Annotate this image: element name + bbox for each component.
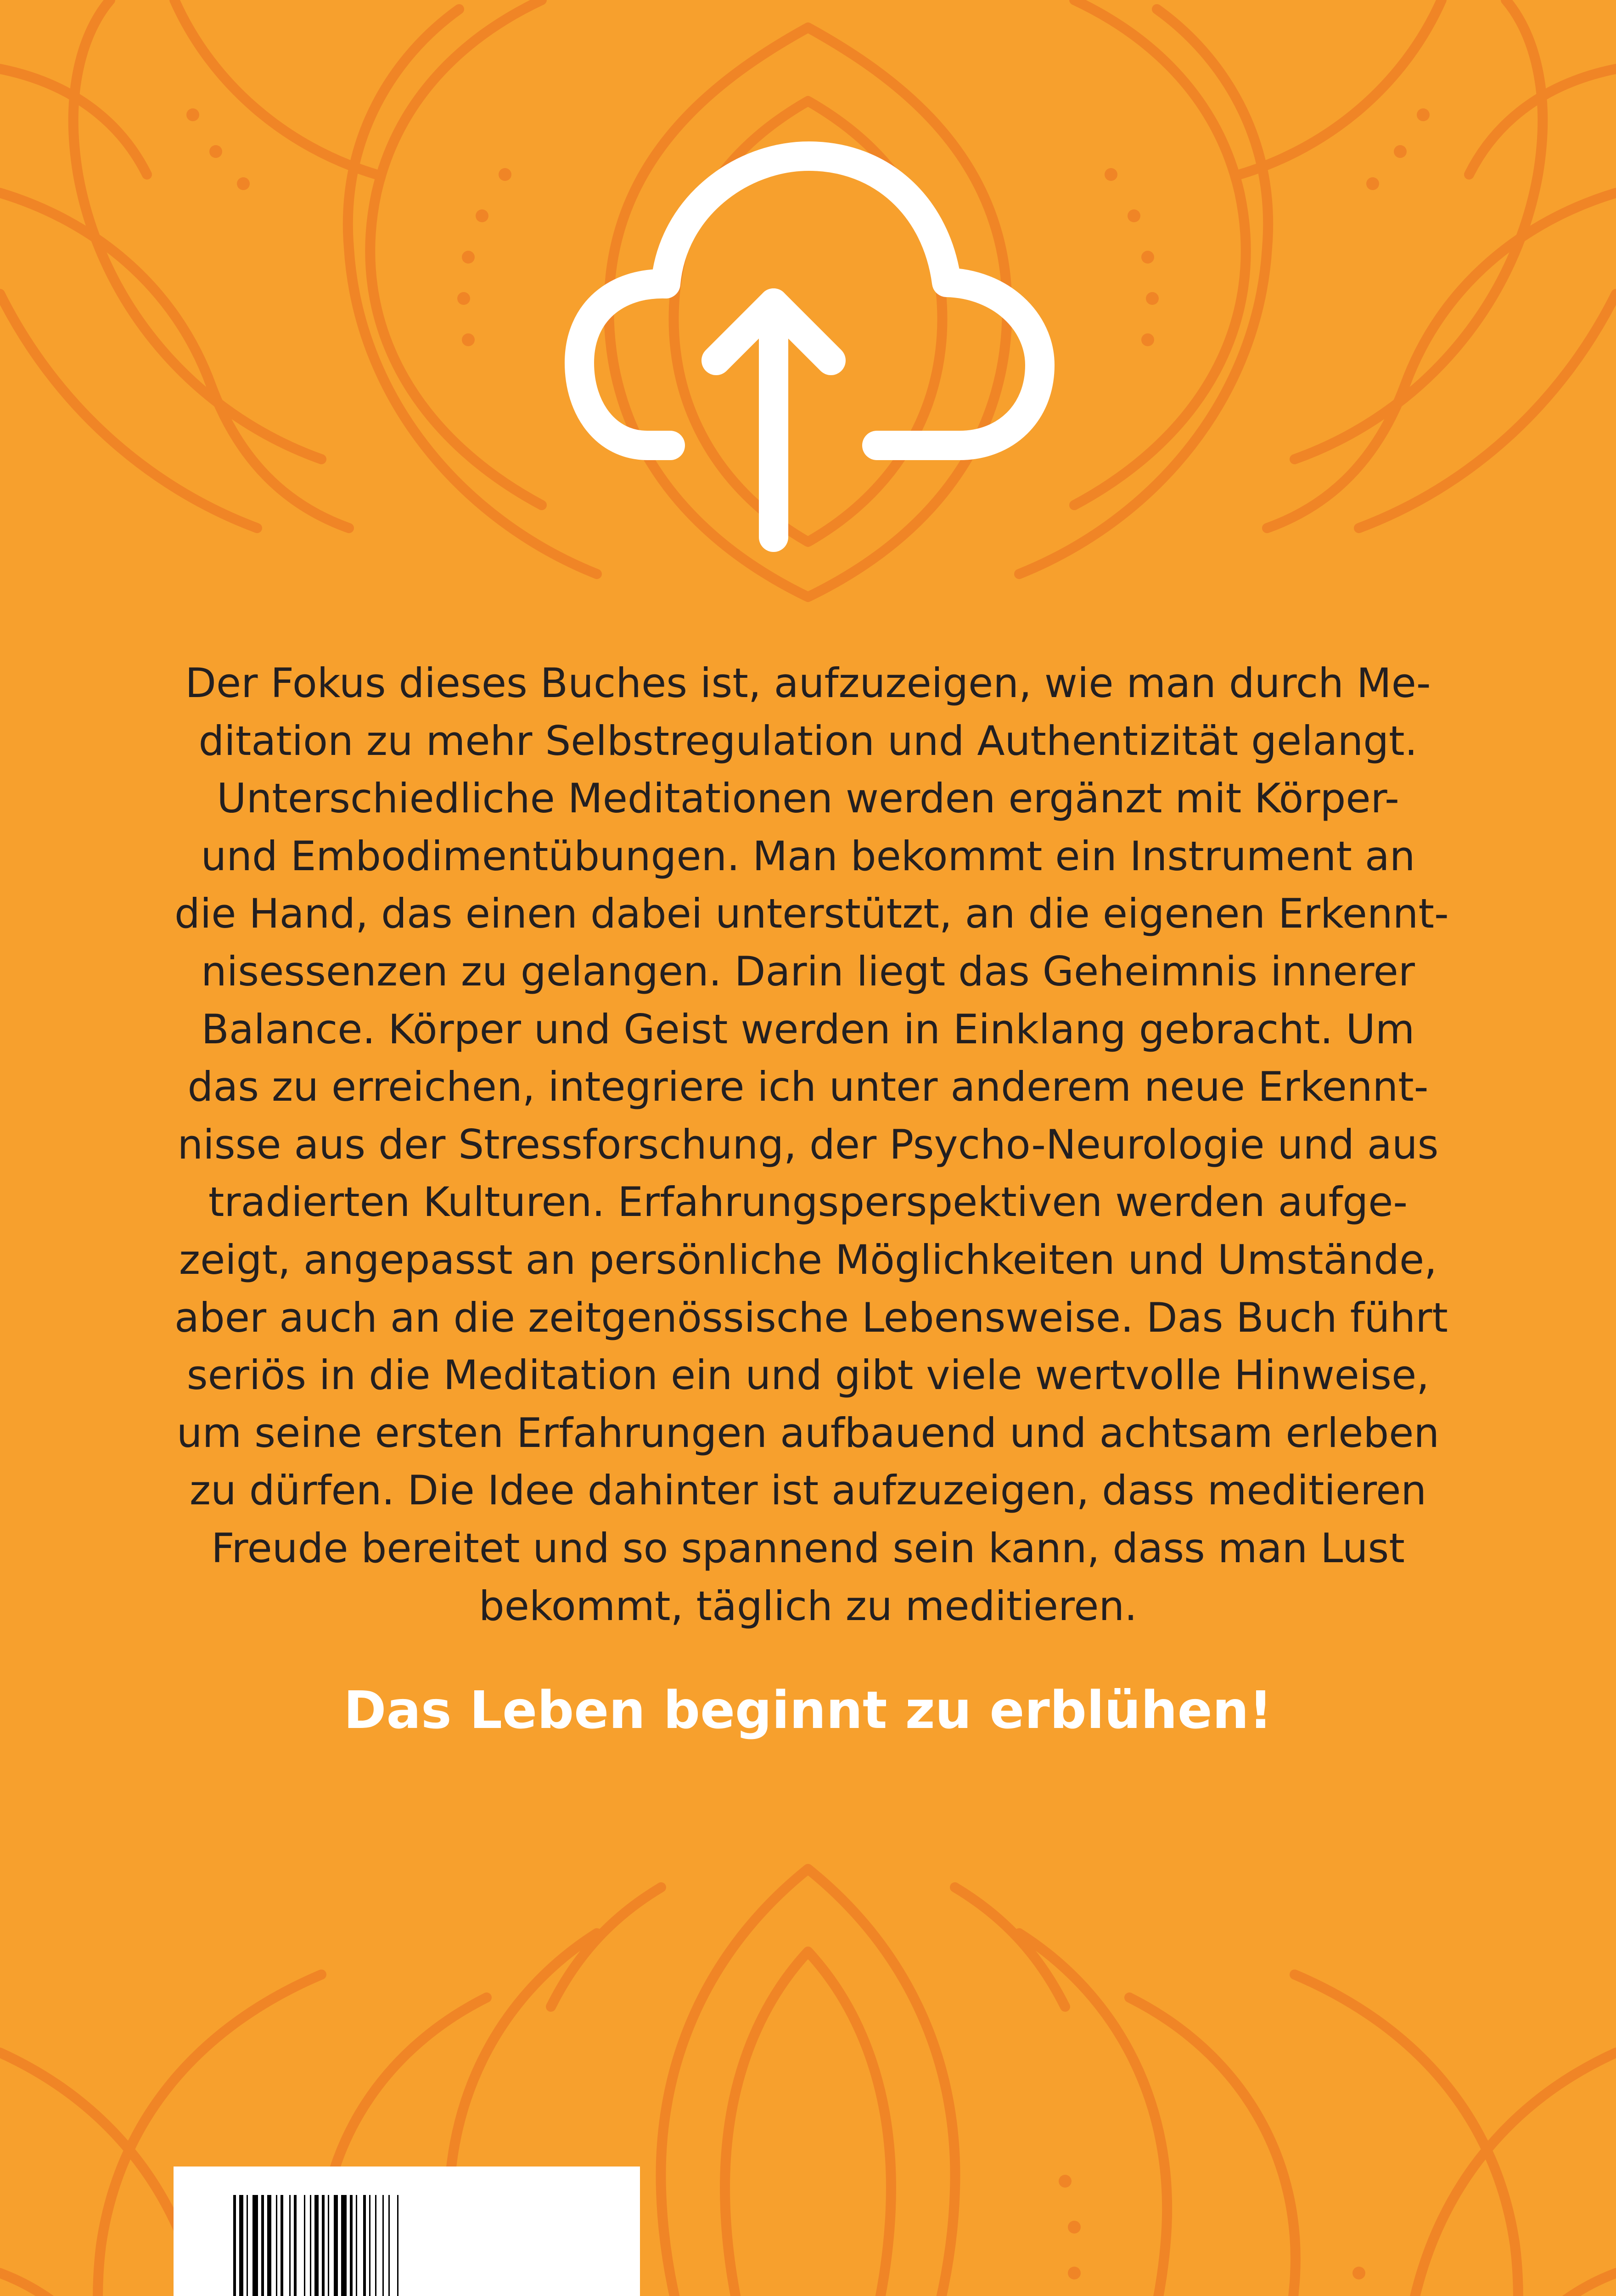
blurb-line: Balance. Körper und Geist werden in Einklang gebracht. Um: [201, 1005, 1415, 1053]
blurb-line: zeigt, angepasst an persönliche Möglichkeiten und Umstände,: [179, 1236, 1437, 1283]
barcode-bar: [261, 2195, 264, 2296]
barcode-bar: [388, 2195, 390, 2296]
blurb-line: ditation zu mehr Selbstregulation und Authentizität gelangt.: [198, 717, 1418, 765]
barcode-bar: [322, 2195, 325, 2296]
barcode-bar: [341, 2195, 347, 2296]
barcode-bar: [294, 2195, 297, 2296]
tagline: Das Leben beginnt zu erblühen!: [343, 1681, 1273, 1740]
barcode-bar: [369, 2195, 370, 2296]
barcode-bar: [281, 2195, 283, 2296]
barcode-bar: [314, 2195, 319, 2296]
barcode-bar: [328, 2195, 329, 2296]
blurb-line: Freude bereitet und so spannend sein kann, dass man Lust: [211, 1524, 1405, 1572]
barcode-bar: [276, 2195, 277, 2296]
blurb-line: tradierten Kulturen. Erfahrungsperspektiven werden aufge-: [208, 1178, 1408, 1226]
blurb-line: aber auch an die zeitgenössische Lebensweise. Das Buch führt: [174, 1294, 1448, 1341]
barcode-bar: [289, 2195, 291, 2296]
blurb-line: das zu erreichen, integriere ich unter anderem neue Erkennt-: [187, 1063, 1429, 1111]
blurb-line: die Hand, das einen dabei unterstützt, an die eigenen Erkennt-: [174, 890, 1449, 938]
barcode-bar: [267, 2195, 271, 2296]
blurb-text: [174, 654, 1449, 1635]
barcode-bar: [350, 2195, 353, 2296]
blurb-line: seriös in die Meditation ein und gibt viele wertvolle Hinweise,: [186, 1351, 1430, 1399]
isbn-barcode: [214, 2195, 600, 2296]
blurb-line: nisessenzen zu gelangen. Darin liegt das Geheimnis innerer: [201, 947, 1415, 995]
barcode-bar: [233, 2195, 236, 2296]
blurb-line: Unterschiedliche Meditationen werden ergänzt mit Körper-: [217, 775, 1399, 822]
barcode-bar: [356, 2195, 357, 2296]
barcode-bar: [382, 2195, 384, 2296]
isbn-barcode-box: [174, 2167, 640, 2296]
cloud-upload-icon: [565, 138, 1056, 556]
barcode-bar: [247, 2195, 248, 2296]
barcode-bar: [239, 2195, 243, 2296]
barcode-bar: [375, 2195, 376, 2296]
barcode-bar: [363, 2195, 366, 2296]
barcode-bar: [334, 2195, 338, 2296]
barcode-bar: [310, 2195, 311, 2296]
barcode-bar: [397, 2195, 398, 2296]
blurb-line: und Embodimentübungen. Man bekommt ein Instrument an: [201, 832, 1415, 880]
barcode-bar: [304, 2195, 305, 2296]
blurb-line: zu dürfen. Die Idee dahinter ist aufzuzeigen, dass meditieren: [189, 1467, 1427, 1514]
barcode-bar: [252, 2195, 258, 2296]
blurb-line: nisse aus der Stressforschung, der Psycho-Neurologie und aus: [177, 1120, 1439, 1168]
blurb-line: bekommt, täglich zu meditieren.: [478, 1582, 1138, 1630]
blurb-line: um seine ersten Erfahrungen aufbauend und achtsam erleben: [176, 1409, 1440, 1457]
blurb-line: Der Fokus dieses Buches ist, aufzuzeigen, wie man durch Me-: [185, 659, 1431, 707]
